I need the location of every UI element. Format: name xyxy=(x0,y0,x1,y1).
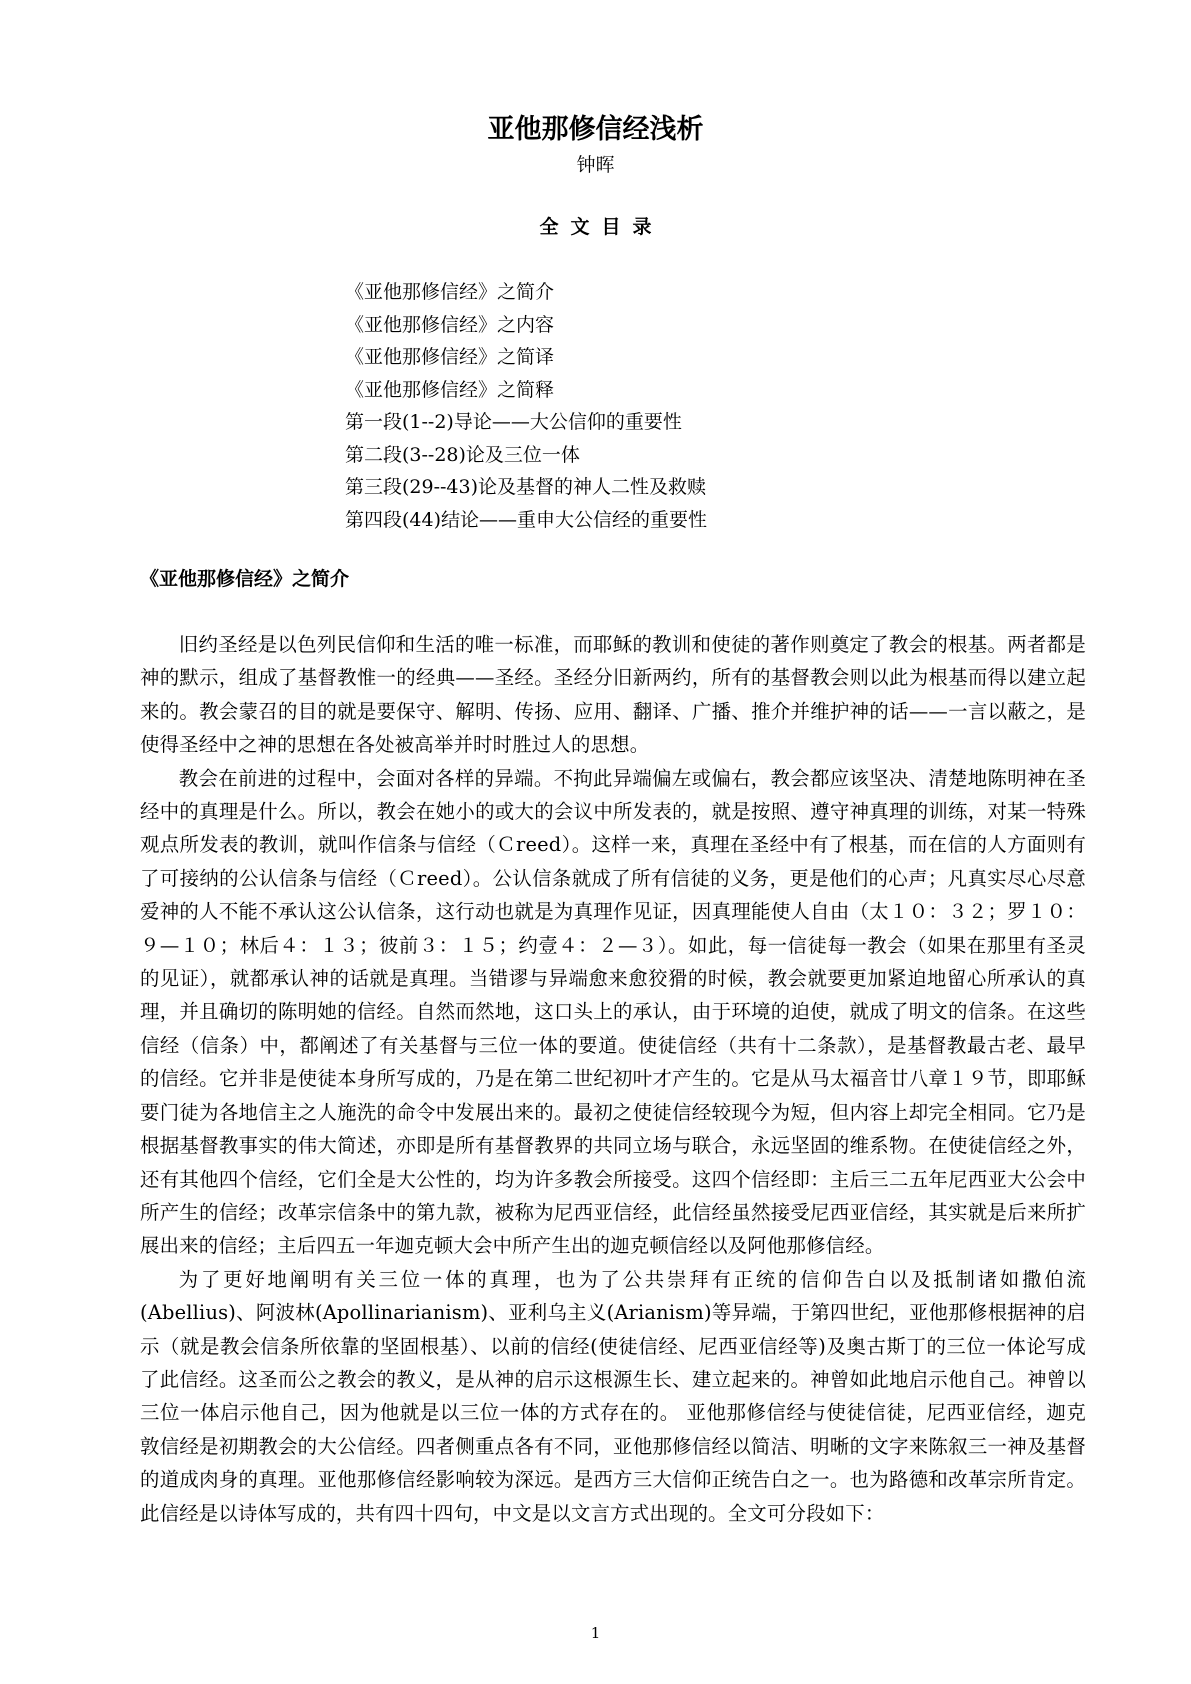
body-paragraph: 为了更好地阐明有关三位一体的真理，也为了公共崇拜有正统的信仰告白以及抵制诸如撒伯流(Abellius)、阿波林(Apollinarianism)、亚利乌主义(Arianism)等异端，于第四世纪，亚他那修根据神的启示（就是教会信条所依靠的坚固根基）、以前的信经(使徒信经、尼西亚信经等)及奥古斯丁的三位一体论写成了此信经。这圣而公之教会的教义，是从神的启示这根源生长、建立起来的。神曾如此地启示他自己。神曾以三位一体启示他自己，因为他就是以三位一体的方式存在的。 亚他那修信经与使徒信徒，尼西亚信经，迦克敦信经是初期教会的大公信经。四者侧重点各有不同，亚他那修信经以简洁、明晰的文字来陈叙三一神及基督的道成肉身的真理。亚他那修信经影响较为深远。是西方三大信仰正统告白之一。也为路德和改革宗所肯定。此信经是以诗体写成的，共有四十四句，中文是以文言方式出现的。全文可分段如下： xyxy=(140,1267,1086,1525)
toc-item: 第三段(29--43)论及基督的神人二性及救赎 xyxy=(345,476,707,498)
toc-item: 《亚他那修信经》之简介 xyxy=(345,281,555,303)
body-paragraph: 旧约圣经是以色列民信仰和生活的唯一标准，而耶稣的教训和使徒的著作则奠定了教会的根基。两者都是神的默示，组成了基督教惟一的经典——圣经。圣经分旧新两约，所有的基督教会则以此为根基而得以建立起来的。教会蒙召的目的就是要保守、解明、传扬、应用、翻译、广播、推介并维护神的话——一言以蔽之，是使得圣经中之神的思想在各处被高举并时时胜过人的思想。 xyxy=(140,633,1086,757)
section-heading: 《亚他那修信经》之简介 xyxy=(140,568,350,590)
toc-item: 第一段(1--2)导论——大公信仰的重要性 xyxy=(345,411,682,433)
page-number: 1 xyxy=(590,1624,601,1642)
toc-heading: 全文目录 xyxy=(539,216,664,238)
toc-item: 第二段(3--28)论及三位一体 xyxy=(345,443,580,466)
author-name: 钟晖 xyxy=(576,154,615,176)
body-paragraph: 教会在前进的过程中，会面对各样的异端。不拘此异端偏左或偏右，教会都应该坚决、清楚地陈明神在圣经中的真理是什么。所以，教会在她小的或大的会议中所发表的，就是按照、遵守神真理的训练，对某一特殊观点所发表的教训，就叫作信条与信经（Ｃreed）。这样一来，真理在圣经中有了根基，而在信的人方面则有了可接纳的公认信条与信经（Ｃreed）。公认信条就成了所有信徒的义务，更是他们的心声；凡真实尽心尽意爱神的人不能不承认这公认信条，这行动也就是为真理作见证，因真理能使人自由（太１０：３２；罗１０：９—１０；林后４：１３；彼前３：１５；约壹４：２—３）。如此，每一信徒每一教会（如果在那里有圣灵的见证），就都承认神的话就是真理。当错谬与异端愈来愈狡猾的时候，教会就要更加紧迫地留心所承认的真理，并且确切的陈明她的信经。自然而然地，这口头上的承认，由于环境的迫使，就成了明文的信条。在这些信经（信条）中，都阐述了有关基督与三位一体的要道。使徒信经（共有十二条款），是基督教最古老、最早的信经。它并非是使徒本身所写成的，乃是在第二世纪初叶才产生的。它是从马太福音廿八章１９节，即耶稣要门徒为各地信主之人施洗的命令中发展出来的。最初之使徒信经较现今为短，但内容上却完全相同。它乃是根据基督教事实的伟大简述，亦即是所有基督教界的共同立场与联合，永远坚固的维系物。在使徒信经之外，还有其他四个信经，它们全是大公性的，均为许多教会所接受。这四个信经即：主后三二五年尼西亚大公会中所产生的信经；改革宗信条中的第九款，被称为尼西亚信经，此信经虽然接受尼西亚信经，其实就是后来所扩展出来的信经；主后四五一年迦克顿大会中所产生出的迦克顿信经以及阿他那修信经。 xyxy=(140,766,1086,1258)
table-of-contents xyxy=(345,276,707,536)
toc-item: 《亚他那修信经》之简释 xyxy=(345,378,555,401)
toc-item: 《亚他那修信经》之内容 xyxy=(345,313,555,336)
toc-item: 《亚他那修信经》之简译 xyxy=(345,346,555,368)
toc-item: 第四段(44)结论——重申大公信经的重要性 xyxy=(345,508,708,531)
body-text xyxy=(140,628,1086,1530)
document-title: 亚他那修信经浅析 xyxy=(487,114,704,145)
